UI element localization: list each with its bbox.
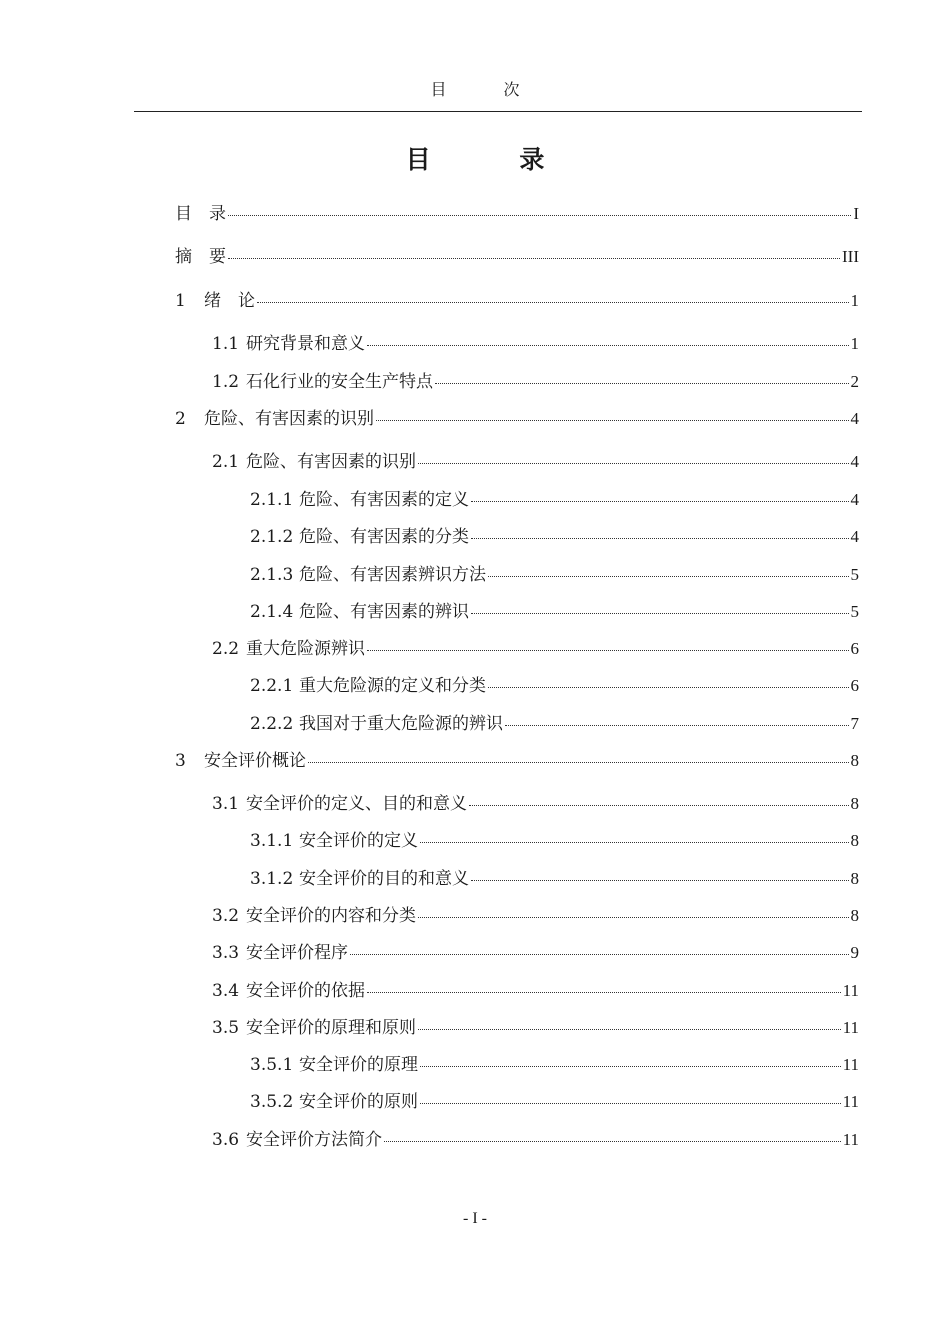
- toc-entry-title: 危险、有害因素的定义: [299, 490, 469, 510]
- toc-entry[interactable]: [212, 903, 859, 927]
- toc-entry-page: 6: [850, 676, 859, 695]
- toc-heading: 目 录: [405, 145, 585, 174]
- dot-leader: [418, 900, 849, 918]
- dot-leader: [488, 559, 849, 577]
- toc-entry-page: 8: [850, 794, 859, 813]
- toc-entry[interactable]: [175, 406, 859, 430]
- toc-entry-page: 5: [850, 602, 859, 621]
- toc-entry-title: 安全评价方法简介: [246, 1130, 382, 1150]
- toc-entry-title: 危险、有害因素的识别: [204, 409, 374, 429]
- toc-entry-number: 2.2: [212, 639, 240, 659]
- dot-leader: [505, 708, 849, 726]
- dot-leader: [418, 1012, 841, 1030]
- toc-entry-page: 8: [850, 751, 859, 770]
- toc-entry-page: 4: [850, 409, 859, 428]
- dot-leader: [384, 1124, 841, 1142]
- toc-entry-number: 2.1.3: [250, 565, 294, 585]
- header-rule: [134, 111, 862, 112]
- dot-leader: [350, 937, 849, 955]
- dot-leader: [367, 633, 849, 651]
- toc-entry-page: III: [842, 247, 859, 266]
- toc-entry-page: 4: [850, 527, 859, 546]
- toc-entry-number: 3.3: [212, 943, 240, 963]
- toc-entry-number: 3.5: [212, 1018, 240, 1038]
- toc-entry-title: 摘 要: [175, 247, 226, 267]
- toc-entry-title: 绪 论: [204, 291, 255, 311]
- dot-leader: [376, 403, 849, 421]
- toc-entry-title: 安全评价的原则: [299, 1092, 418, 1112]
- toc-entry-page: 5: [850, 565, 859, 584]
- dot-leader: [367, 328, 849, 346]
- toc-entry-number: 3.5.2: [250, 1092, 294, 1112]
- toc-entry-page: 4: [850, 490, 859, 509]
- dot-leader: [471, 596, 849, 614]
- toc-entry[interactable]: [250, 866, 859, 890]
- dot-leader: [420, 1049, 841, 1067]
- toc-entry-number: 2.2.1: [250, 676, 294, 696]
- toc-entry-page: 2: [850, 372, 859, 391]
- toc-entry-title: 重大危险源辨识: [246, 639, 365, 659]
- toc-entry-title: 安全评价的定义: [299, 831, 418, 851]
- toc-entry-title: 安全评价的原理: [299, 1055, 418, 1075]
- toc-entry-number: 1.2: [212, 372, 240, 392]
- toc-entry-page: 11: [842, 1092, 859, 1111]
- toc-entry[interactable]: [175, 244, 859, 268]
- toc-entry-number: 1: [175, 291, 186, 311]
- toc-entry-page: 4: [850, 452, 859, 471]
- dot-leader: [418, 446, 849, 464]
- toc-entry-page: 8: [850, 831, 859, 850]
- toc-entry-page: 8: [850, 869, 859, 888]
- toc-entry-page: 8: [850, 906, 859, 925]
- toc-entry-page: 9: [850, 943, 859, 962]
- toc-entry-title: 安全评价的原理和原则: [246, 1018, 416, 1038]
- dot-leader: [420, 1086, 841, 1104]
- page-number: - I -: [463, 1210, 487, 1227]
- toc-entry[interactable]: [250, 487, 859, 511]
- toc-entry[interactable]: [250, 562, 859, 586]
- toc-entry-number: 3: [175, 751, 186, 771]
- running-header: 目 次: [430, 80, 546, 99]
- toc-entry[interactable]: [212, 978, 859, 1002]
- toc-entry-number: 3.5.1: [250, 1055, 294, 1075]
- toc-entry-title: 安全评价的目的和意义: [299, 869, 469, 889]
- toc-entry-title: 我国对于重大危险源的辨识: [299, 714, 503, 734]
- toc-entry-title: 危险、有害因素辨识方法: [299, 565, 486, 585]
- toc-entry-title: 安全评价程序: [246, 943, 348, 963]
- toc-entry-title: 石化行业的安全生产特点: [246, 372, 433, 392]
- toc-entry-page: 7: [850, 714, 859, 733]
- toc-entry[interactable]: [250, 828, 859, 852]
- toc-entry[interactable]: [175, 288, 859, 312]
- toc-entry[interactable]: [212, 791, 859, 815]
- toc-entry[interactable]: [212, 1015, 859, 1039]
- toc-entry-number: 3.6: [212, 1130, 240, 1150]
- toc-entry-number: 2.1.1: [250, 490, 294, 510]
- toc-entry-number: 2.1.2: [250, 527, 294, 547]
- dot-leader: [367, 975, 841, 993]
- toc-entry-number: 2.1.4: [250, 602, 294, 622]
- toc-entry-title: 安全评价的依据: [246, 981, 365, 1001]
- toc-entry-number: 2.2.2: [250, 714, 294, 734]
- toc-entry-title: 危险、有害因素的辨识: [299, 602, 469, 622]
- toc-entry[interactable]: [212, 940, 859, 964]
- toc-entry[interactable]: [212, 449, 859, 473]
- toc-entry-title: 危险、有害因素的识别: [246, 452, 416, 472]
- toc-entry[interactable]: [250, 1089, 859, 1113]
- dot-leader: [471, 863, 849, 881]
- toc-entry[interactable]: [212, 331, 859, 355]
- toc-entry-number: 2: [175, 409, 186, 429]
- dot-leader: [420, 825, 849, 843]
- toc-entry-title: 重大危险源的定义和分类: [299, 676, 486, 696]
- toc-entry-number: 3.1.1: [250, 831, 294, 851]
- toc-entry[interactable]: [212, 369, 859, 393]
- toc-entry-title: 安全评价的定义、目的和意义: [246, 794, 467, 814]
- toc-entry[interactable]: [250, 524, 859, 548]
- dot-leader: [471, 521, 849, 539]
- dot-leader: [228, 198, 851, 216]
- dot-leader: [257, 285, 849, 303]
- toc-entry-page: 1: [850, 291, 859, 310]
- dot-leader: [488, 670, 849, 688]
- toc-entry-title: 安全评价概论: [204, 751, 306, 771]
- dot-leader: [471, 484, 849, 502]
- toc-entry-number: 3.2: [212, 906, 240, 926]
- toc-entry[interactable]: [250, 673, 859, 697]
- toc-entry-number: 2.1: [212, 452, 240, 472]
- toc-entry[interactable]: [212, 636, 859, 660]
- toc-entry-title: 安全评价的内容和分类: [246, 906, 416, 926]
- toc-entry-page: 11: [842, 1130, 859, 1149]
- dot-leader: [308, 745, 849, 763]
- toc-entry[interactable]: [250, 1052, 859, 1076]
- toc-entry-number: 1.1: [212, 334, 240, 354]
- toc-entry[interactable]: [175, 748, 859, 772]
- toc-entry-page: 11: [842, 981, 859, 1000]
- dot-leader: [228, 241, 840, 259]
- toc-entry-page: 11: [842, 1018, 859, 1037]
- toc-entry[interactable]: [212, 1127, 859, 1151]
- toc-entry-page: I: [853, 204, 859, 223]
- toc-entry-title: 危险、有害因素的分类: [299, 527, 469, 547]
- dot-leader: [435, 366, 849, 384]
- toc-entry-number: 3.1.2: [250, 869, 294, 889]
- toc-entry[interactable]: [250, 599, 859, 623]
- toc-entry-page: 11: [842, 1055, 859, 1074]
- toc-entry-title: 研究背景和意义: [246, 334, 365, 354]
- toc-entry[interactable]: [175, 201, 859, 225]
- toc-entry-page: 1: [850, 334, 859, 353]
- toc-entry-page: 6: [850, 639, 859, 658]
- dot-leader: [469, 788, 849, 806]
- toc-entry[interactable]: [250, 711, 859, 735]
- toc-entry-number: 3.4: [212, 981, 240, 1001]
- toc-entry-title: 目 录: [175, 204, 226, 224]
- toc-entry-number: 3.1: [212, 794, 240, 814]
